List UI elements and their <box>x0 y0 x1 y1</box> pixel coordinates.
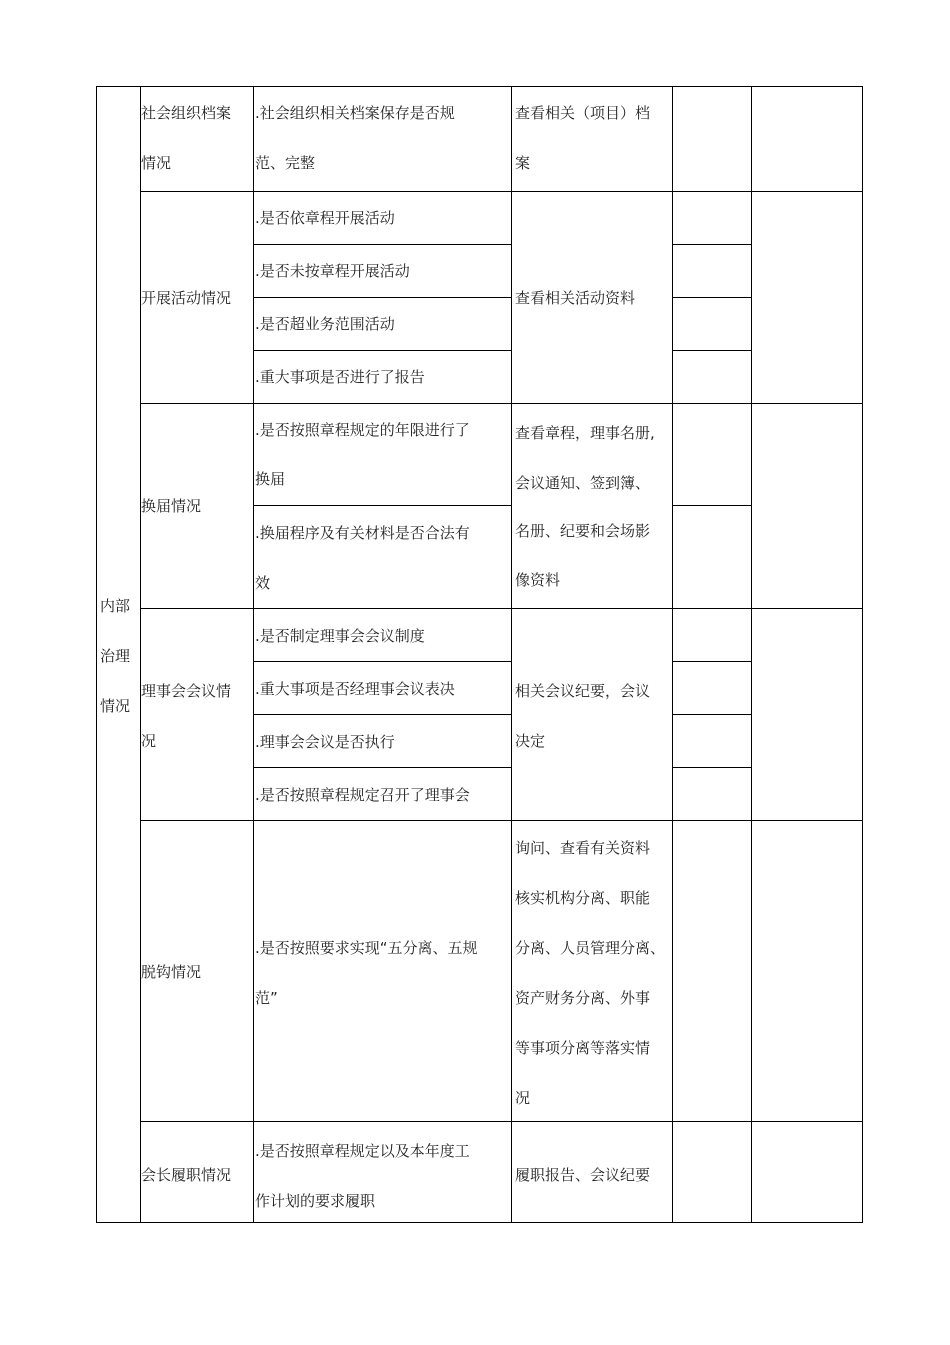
check-item: .重大事项是否经理事会议表决 <box>255 680 455 698</box>
method-text: 分离、人员管理分离、 <box>515 939 666 957</box>
row-divider <box>140 1121 862 1122</box>
item-label: 开展活动情况 <box>141 289 232 307</box>
item-label: 情况 <box>141 154 172 172</box>
category-label: 情况 <box>100 697 131 715</box>
col-border <box>672 86 673 1223</box>
check-item: 范” <box>255 989 278 1007</box>
subrow-divider <box>253 297 511 298</box>
row-divider <box>140 191 862 192</box>
method-text: 像资料 <box>515 571 561 589</box>
check-item: .换届程序及有关材料是否合法有 <box>255 524 470 542</box>
method-text: 决定 <box>515 732 546 750</box>
check-item: .是否按照章程规定以及本年度工 <box>255 1142 470 1160</box>
check-item: .是否依章程开展活动 <box>255 209 395 227</box>
subrow-divider <box>672 244 751 245</box>
check-item: .是否按照章程规定召开了理事会 <box>255 786 470 804</box>
method-text: 查看相关活动资料 <box>515 289 636 307</box>
method-text: 查看相关（项目）档 <box>515 104 651 122</box>
subrow-divider <box>672 297 751 298</box>
category-label: 内部 <box>100 597 131 615</box>
method-text: 询问、查看有关资料 <box>515 839 651 857</box>
col-border <box>96 86 97 1223</box>
row-divider <box>140 403 862 404</box>
subrow-divider <box>253 505 511 506</box>
table-border-bottom <box>96 1222 862 1223</box>
subrow-divider <box>672 714 751 715</box>
item-label: 况 <box>141 732 157 750</box>
subrow-divider <box>253 244 511 245</box>
method-text: 查看章程，理事名册, <box>515 424 655 442</box>
check-item: .是否制定理事会会议制度 <box>255 627 425 645</box>
col-border <box>751 86 752 1223</box>
method-text: 况 <box>515 1089 531 1107</box>
item-label: 脱钩情况 <box>141 963 202 981</box>
subrow-divider <box>253 350 511 351</box>
col-border <box>253 86 254 1223</box>
row-divider <box>140 820 862 821</box>
col-border <box>140 86 141 1223</box>
subrow-divider <box>253 661 511 662</box>
method-text: 核实机构分离、职能 <box>515 889 651 907</box>
category-label: 治理 <box>100 647 131 665</box>
subrow-divider <box>672 350 751 351</box>
check-item: .是否按照要求实现“五分离、五规 <box>255 939 478 957</box>
item-label: 换届情况 <box>141 497 202 515</box>
item-label: 会长履职情况 <box>141 1166 232 1184</box>
method-text: 等事项分离等落实情 <box>515 1039 651 1057</box>
item-label: 社会组织档案 <box>141 104 232 122</box>
col-border <box>862 86 863 1223</box>
check-item: 范、完整 <box>255 154 316 172</box>
check-item: .社会组织相关档案保存是否规 <box>255 104 455 122</box>
subrow-divider <box>672 661 751 662</box>
item-label: 理事会会议情 <box>141 682 232 700</box>
table-border-top <box>96 86 862 87</box>
method-text: 名册、纪要和会场影 <box>515 522 651 540</box>
check-item: 换届 <box>255 470 286 488</box>
method-text: 案 <box>515 154 531 172</box>
check-item: .是否超业务范围活动 <box>255 315 395 333</box>
method-text: 履职报告、会议纪要 <box>515 1166 651 1184</box>
subrow-divider <box>672 767 751 768</box>
row-divider <box>140 608 862 609</box>
check-item: .是否未按章程开展活动 <box>255 262 410 280</box>
subrow-divider <box>672 505 751 506</box>
subrow-divider <box>253 767 511 768</box>
subrow-divider <box>253 714 511 715</box>
method-text: 相关会议纪要，会议 <box>515 682 651 700</box>
check-item: .重大事项是否进行了报告 <box>255 368 425 386</box>
check-item: .是否按照章程规定的年限进行了 <box>255 421 470 439</box>
check-item: 作计划的要求履职 <box>255 1192 376 1210</box>
method-text: 资产财务分离、外事 <box>515 989 651 1007</box>
col-border <box>511 86 512 1223</box>
check-item: 效 <box>255 574 271 592</box>
method-text: 会议通知、签到簿、 <box>515 474 651 492</box>
check-item: .理事会会议是否执行 <box>255 733 395 751</box>
